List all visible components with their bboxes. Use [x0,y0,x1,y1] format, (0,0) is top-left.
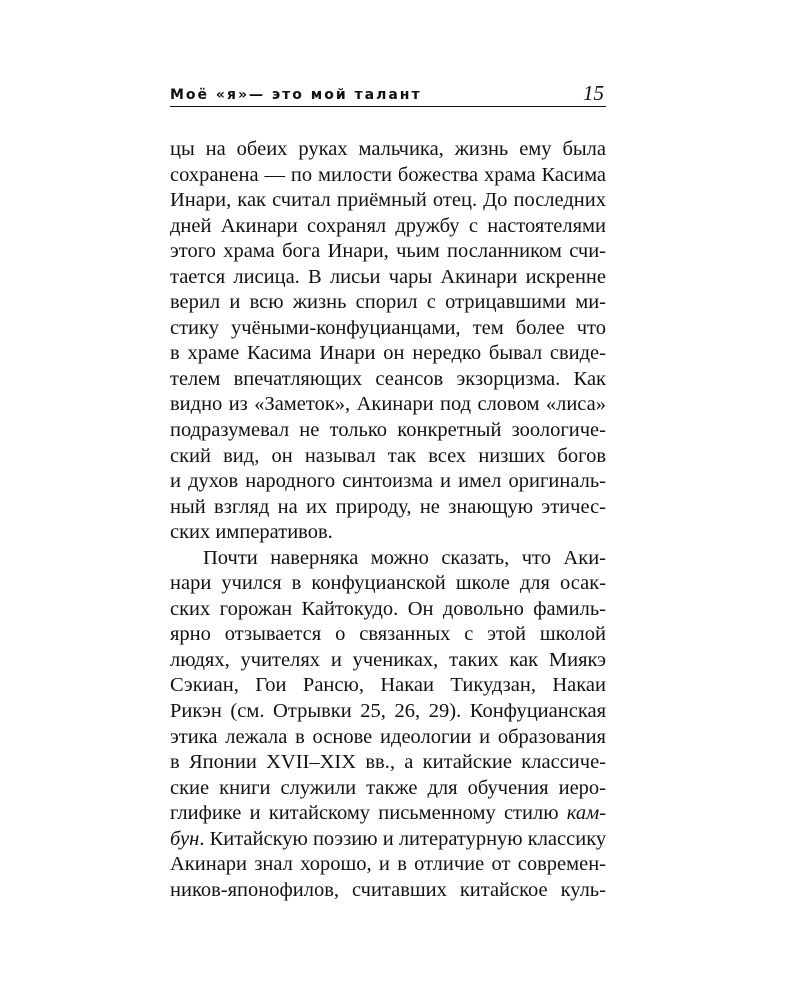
text-line-part: . Китайскую поэзию и литературную классику [199,827,606,850]
text-line: телем впечатляющих сеансов экзорцизма. Как [170,367,606,390]
text-line: Рикэн (см. Отрывки 25, 26, 29). Конфуцианская [170,700,606,723]
text-line: этого храма бога Инари, чьим посланником счи- [170,240,606,263]
page-number: 15 [583,81,604,105]
text-line: людях, учителях и учениках, таких как Миякэ [170,648,606,671]
text-line: видно из «Заметок», Акинари под словом «лиса» [170,393,606,416]
text-line: ярно отзывается о связанных с этой школой [170,623,606,646]
text-line: стику учёными-конфуцианцами, тем более что [170,316,606,339]
text-line: ские книги служили также для обучения иеро- [170,776,606,799]
text-line [170,827,606,853]
text-line: и духов народного синтоизма и имел оригиналь- [170,470,606,493]
text-line: верил и всю жизнь спорил с отрицавшими ми- [170,291,606,314]
italic-term: бун [170,827,200,850]
text-line: Сэкиан, Гои Рансю, Накаи Тикудзан, Накаи [170,674,606,697]
running-header [170,80,606,107]
running-title: Моё «я»— это мой талант [170,87,422,103]
text-line: ских горожан Кайтокудо. Он довольно фамиль- [170,597,606,620]
text-line: подразумевал не только конкретный зоологиче- [170,419,606,442]
paragraph-end-line: ских императивов. [170,521,333,544]
text-line: дней Акинари сохранял дружбу с настоятелями [170,214,606,237]
body-text [170,137,606,903]
text-line: ный взгляд на их природу, не знающую этичес- [170,495,606,518]
text-line: сохранена — по милости божества храма Касима [170,163,606,186]
italic-term: кам- [566,802,606,825]
text-line: в храме Касима Инари он нередко бывал свиде- [170,342,606,365]
text-line [170,801,606,827]
text-line: цы на обеих руках мальчика, жизнь ему была [170,138,606,160]
text-line-part: глифике и китайскому письменному стилю [170,802,559,825]
text-line: нари учился в конфуцианской школе для осак- [170,572,606,595]
text-line: Инари, как считал приёмный отец. До последних [170,189,606,212]
text-line: в Японии XVII–XIX вв., а китайские классиче- [170,751,606,774]
text-line: тается лисица. В лисьи чары Акинари искренне [170,265,606,288]
text-line: ский вид, он называл так всех низших богов [170,444,606,467]
paragraph-start-line: Почти наверняка можно сказать, что Аки- [203,546,606,569]
text-line: ников-японофилов, считавших китайское куль- [170,878,606,901]
text-line: этика лежала в основе идеологии и образования [170,725,606,748]
text-line: Акинари знал хорошо, и в отличие от современ- [170,853,606,876]
